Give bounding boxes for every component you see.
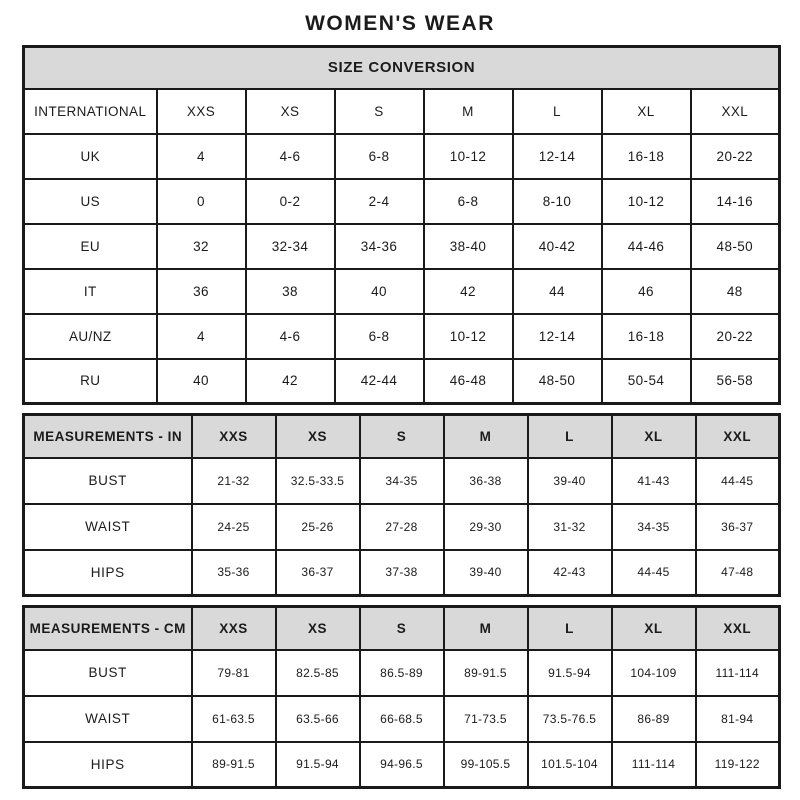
row-label-bust: BUST [24, 650, 192, 696]
cell: 82.5-85 [276, 650, 360, 696]
cell: 20-22 [691, 314, 780, 359]
measurements-cm-header-row [24, 607, 780, 650]
size-header-m: M [444, 415, 528, 458]
cell: 89-91.5 [444, 650, 528, 696]
table-row-aunz [24, 314, 780, 359]
cell: 89-91.5 [192, 742, 276, 788]
size-header-xxl: XXL [691, 89, 780, 134]
row-label-it: IT [24, 269, 157, 314]
cell: 46 [602, 269, 691, 314]
cell: 48-50 [513, 359, 602, 404]
size-header-m: M [424, 89, 513, 134]
cell: 40 [335, 269, 424, 314]
cell: 34-35 [360, 458, 444, 504]
size-header-xl: XL [612, 415, 696, 458]
cell: 6-8 [335, 314, 424, 359]
cell: 4 [157, 134, 246, 179]
cell: 34-35 [612, 504, 696, 550]
table-row-ru [24, 359, 780, 404]
cell: 38 [246, 269, 335, 314]
cell: 27-28 [360, 504, 444, 550]
cell: 40-42 [513, 224, 602, 269]
cell: 2-4 [335, 179, 424, 224]
cell: 42-44 [335, 359, 424, 404]
table-row-bust-cm [24, 650, 780, 696]
table-row-waist-in [24, 504, 780, 550]
table-row-waist-cm [24, 696, 780, 742]
cell: 12-14 [513, 314, 602, 359]
cell: 36-37 [696, 504, 780, 550]
row-label-waist: WAIST [24, 504, 192, 550]
cell: 42-43 [528, 550, 612, 596]
size-header-l: L [528, 607, 612, 650]
size-header-l: L [528, 415, 612, 458]
cell: 91.5-94 [276, 742, 360, 788]
cell: 104-109 [612, 650, 696, 696]
cell: 86.5-89 [360, 650, 444, 696]
cell: 91.5-94 [528, 650, 612, 696]
cell: 44 [513, 269, 602, 314]
cell: 36 [157, 269, 246, 314]
size-conversion-header-row [24, 47, 780, 89]
size-header-xxs: XXS [157, 89, 246, 134]
page-title: WOMEN'S WEAR [305, 12, 495, 35]
cell: 99-105.5 [444, 742, 528, 788]
cell: 16-18 [602, 134, 691, 179]
size-header-xxl: XXL [696, 607, 780, 650]
cell: 6-8 [335, 134, 424, 179]
cell: 94-96.5 [360, 742, 444, 788]
cell: 47-48 [696, 550, 780, 596]
table-row-hips-in [24, 550, 780, 596]
size-header-xxs: XXS [192, 607, 276, 650]
size-header-s: S [360, 415, 444, 458]
cell: 12-14 [513, 134, 602, 179]
cell: 48-50 [691, 224, 780, 269]
cell: 20-22 [691, 134, 780, 179]
cell: 79-81 [192, 650, 276, 696]
cell: 21-32 [192, 458, 276, 504]
row-label-hips: HIPS [24, 742, 192, 788]
size-header-m: M [444, 607, 528, 650]
cell: 16-18 [602, 314, 691, 359]
row-label-ru: RU [24, 359, 157, 404]
cell: 32 [157, 224, 246, 269]
row-label-hips: HIPS [24, 550, 192, 596]
cell: 86-89 [612, 696, 696, 742]
cell: 38-40 [424, 224, 513, 269]
cell: 39-40 [528, 458, 612, 504]
cell: 29-30 [444, 504, 528, 550]
cell: 32-34 [246, 224, 335, 269]
measurements-in-header-row [24, 415, 780, 458]
cell: 44-46 [602, 224, 691, 269]
cell: 81-94 [696, 696, 780, 742]
cell: 4-6 [246, 134, 335, 179]
size-header-xl: XL [612, 607, 696, 650]
cell: 31-32 [528, 504, 612, 550]
cell: 44-45 [696, 458, 780, 504]
cell: 44-45 [612, 550, 696, 596]
measurements-cm-title: MEASUREMENTS - CM [24, 607, 192, 650]
cell: 4 [157, 314, 246, 359]
cell: 73.5-76.5 [528, 696, 612, 742]
cell: 35-36 [192, 550, 276, 596]
cell: 39-40 [444, 550, 528, 596]
cell: 42 [424, 269, 513, 314]
table-row-eu [24, 224, 780, 269]
measurements-in-table [22, 413, 781, 597]
row-label-aunz: AU/NZ [24, 314, 157, 359]
cell: 48 [691, 269, 780, 314]
cell: 37-38 [360, 550, 444, 596]
row-label-bust: BUST [24, 458, 192, 504]
table-row-it [24, 269, 780, 314]
cell: 61-63.5 [192, 696, 276, 742]
cell: 111-114 [612, 742, 696, 788]
size-conversion-table [22, 45, 781, 405]
size-conversion-title: SIZE CONVERSION [24, 47, 780, 89]
cell: 0-2 [246, 179, 335, 224]
international-sizes-row [24, 89, 780, 134]
cell: 50-54 [602, 359, 691, 404]
row-label-waist: WAIST [24, 696, 192, 742]
cell: 40 [157, 359, 246, 404]
cell: 10-12 [424, 314, 513, 359]
cell: 24-25 [192, 504, 276, 550]
row-label-eu: EU [24, 224, 157, 269]
cell: 4-6 [246, 314, 335, 359]
cell: 63.5-66 [276, 696, 360, 742]
table-row-hips-cm [24, 742, 780, 788]
cell: 41-43 [612, 458, 696, 504]
cell: 46-48 [424, 359, 513, 404]
international-label: INTERNATIONAL [24, 89, 157, 134]
size-header-xxs: XXS [192, 415, 276, 458]
cell: 10-12 [602, 179, 691, 224]
size-header-xs: XS [246, 89, 335, 134]
cell: 8-10 [513, 179, 602, 224]
size-header-s: S [335, 89, 424, 134]
size-header-s: S [360, 607, 444, 650]
row-label-uk: UK [24, 134, 157, 179]
table-row-bust-in [24, 458, 780, 504]
size-header-xl: XL [602, 89, 691, 134]
table-row-uk [24, 134, 780, 179]
cell: 0 [157, 179, 246, 224]
cell: 32.5-33.5 [276, 458, 360, 504]
size-header-xxl: XXL [696, 415, 780, 458]
cell: 36-37 [276, 550, 360, 596]
table-row-us [24, 179, 780, 224]
cell: 14-16 [691, 179, 780, 224]
cell: 42 [246, 359, 335, 404]
cell: 36-38 [444, 458, 528, 504]
cell: 111-114 [696, 650, 780, 696]
cell: 71-73.5 [444, 696, 528, 742]
cell: 6-8 [424, 179, 513, 224]
cell: 56-58 [691, 359, 780, 404]
measurements-in-title: MEASUREMENTS - IN [24, 415, 192, 458]
size-header-xs: XS [276, 415, 360, 458]
measurements-cm-table [22, 605, 781, 789]
size-header-xs: XS [276, 607, 360, 650]
cell: 119-122 [696, 742, 780, 788]
cell: 66-68.5 [360, 696, 444, 742]
cell: 10-12 [424, 134, 513, 179]
cell: 34-36 [335, 224, 424, 269]
cell: 101.5-104 [528, 742, 612, 788]
cell: 25-26 [276, 504, 360, 550]
size-header-l: L [513, 89, 602, 134]
row-label-us: US [24, 179, 157, 224]
